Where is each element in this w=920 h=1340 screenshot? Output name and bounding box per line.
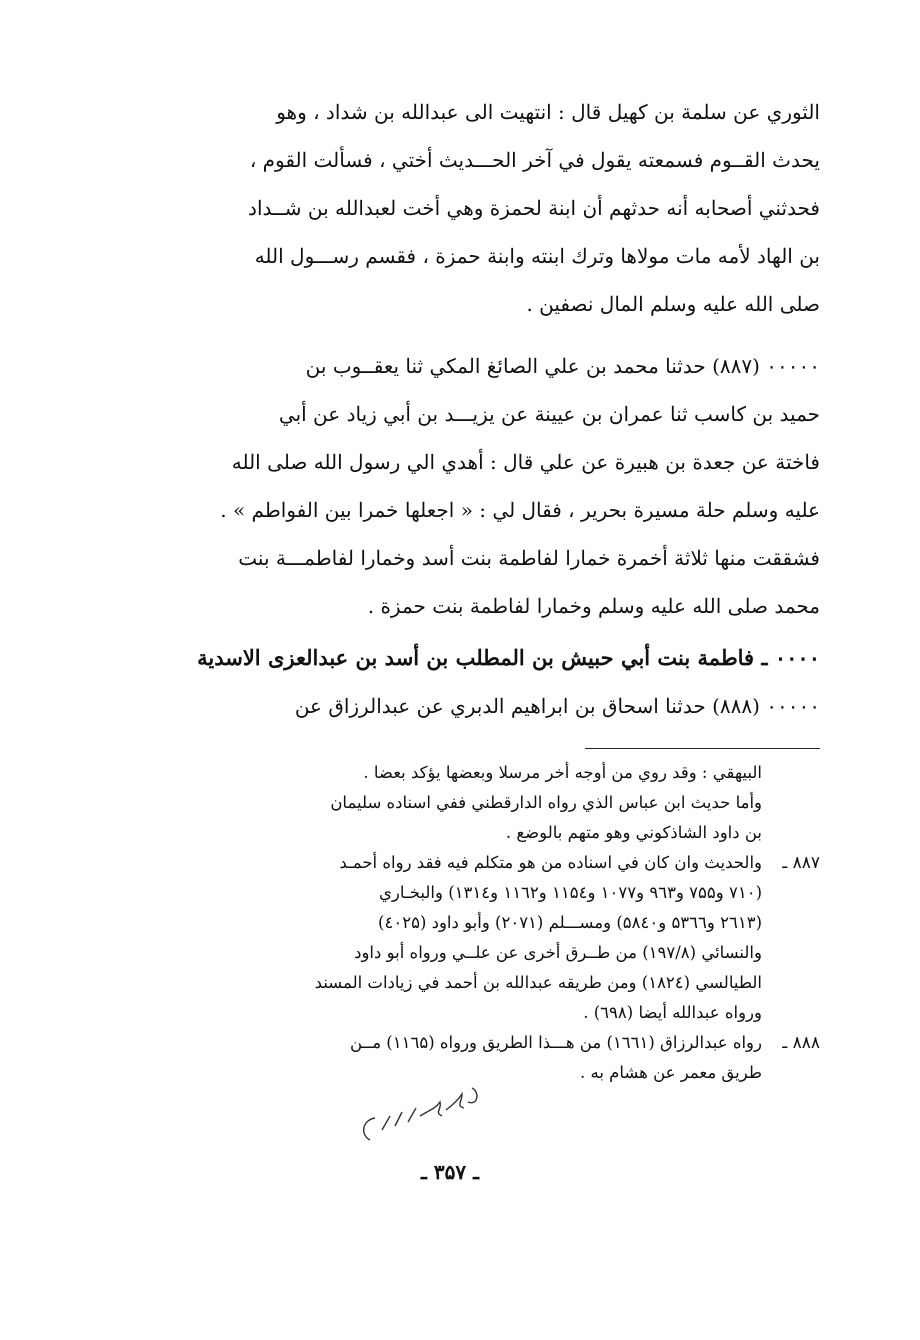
paragraph-2 <box>100 342 820 630</box>
text-line: محمد صلى الله عليه وسلم وخمارا لفاطمة بنت حمزة . <box>367 594 820 618</box>
footnote-line: ورواه عبدالله أيضا (٦۹۸) . <box>583 1003 762 1022</box>
footnotes <box>100 758 820 1088</box>
text-line: الثوري عن سلمة بن كهيل قال : انتهيت الى عبدالله بن شداد ، وهو <box>276 100 820 124</box>
footnote-divider <box>585 748 820 749</box>
paragraph-1 <box>100 88 820 328</box>
text-line: صلى الله عليه وسلم المال نصفين . <box>526 292 820 316</box>
text-line: عليه وسلم حلة مسيرة بحرير ، فقال لي : « اجعلها خمرا بين الفواطم » . <box>220 498 820 522</box>
text-line: فحدثني أصحابه أنه حدثهم أن ابنة لحمزة وهي أخت لعبدالله بن شــداد <box>248 196 820 220</box>
footnote-line: الطيالسي (۱۸۲٤) ومن طريقه عبدالله بن أحمد في زيادات المسند <box>314 973 762 992</box>
footnote-line: طريق معمر عن هشام به . <box>579 1063 762 1082</box>
text-line: بن الهاد لأمه مات مولاها وترك ابنته وابنة حمزة ، فقسم رســـول الله <box>254 244 820 268</box>
footnote-continued <box>100 758 820 848</box>
section-heading: ۰۰۰۰ ـ فاطمة بنت أبي حبيش بن المطلب بن أسد بن عبدالعزى الاسدية <box>197 645 820 670</box>
page-number: ـ ۳۵۷ ـ <box>421 1160 479 1184</box>
text-line: فاختة عن جعدة بن هبيرة عن علي قال : أهدي الي رسول الله صلى الله <box>231 450 820 474</box>
main-text <box>100 88 820 730</box>
footnote-line: البيهقي : وقد روي من أوجه أخر مرسلا وبعضها يؤكد بعضا . <box>363 763 762 782</box>
text-line: حميد بن كاسب ثنا عمران بن عيينة عن يزيـــد بن أبي زياد عن أبي <box>278 402 820 426</box>
footnote-line: (۷۱۰ و۷۵۵ و۹٦۳ و۱۰۷۷ و۱۱۵٤ و۱۱٦۲ و۱۳۱٤) والبخـاري <box>379 883 762 902</box>
footnote-number: ۸۸۷ ـ <box>782 853 820 873</box>
text-line: ۰۰۰۰۰ (۸۸۸) حدثنا اسحاق بن ابراهيم الدبري عن عبدالرزاق عن <box>294 694 820 718</box>
footnote-line: والنسائي (۱۹۷/۸) من طــرق أخرى عن علــي ورواه أبو داود <box>354 943 762 962</box>
footnote-line: بن داود الشاذكوني وهو متهم بالوضع . <box>505 823 762 842</box>
handwritten-note <box>350 1080 490 1160</box>
text-line: يحدث القــوم فسمعته يقول في آخر الحـــديث أختي ، فسألت القوم ، <box>249 148 820 172</box>
text-line: فشققت منها ثلاثة أخمرة خمارا لفاطمة بنت أسد وخمارا لفاطمـــة بنت <box>238 546 820 570</box>
footnote-line: والحديث وان كان في اسناده من هو متكلم فيه فقد رواه أحمـد <box>339 853 762 872</box>
footnote-number: ۸۸۸ ـ <box>782 1033 820 1053</box>
footnote-888 <box>100 1028 820 1088</box>
text-line: ۰۰۰۰۰ (۸۸۷) حدثنا محمد بن علي الصائغ المكي ثنا يعقــوب بن <box>305 354 820 378</box>
footnote-line: (۲٦۱۳ و۵۳٦٦ و۵۸٤۰) ومســـلم (۲۰۷۱) وأبو داود (٤۰۲۵) <box>378 913 762 932</box>
paragraph-3 <box>100 682 820 730</box>
footnote-887 <box>100 848 820 1028</box>
footnote-line: رواه عبدالرزاق (۱٦٦۱) من هـــذا الطريق ورواه (۱۱٦۵) مــن <box>350 1033 762 1052</box>
footnote-line: وأما حديث ابن عباس الذي رواه الدارقطني ففي اسناده سليمان <box>330 793 762 812</box>
